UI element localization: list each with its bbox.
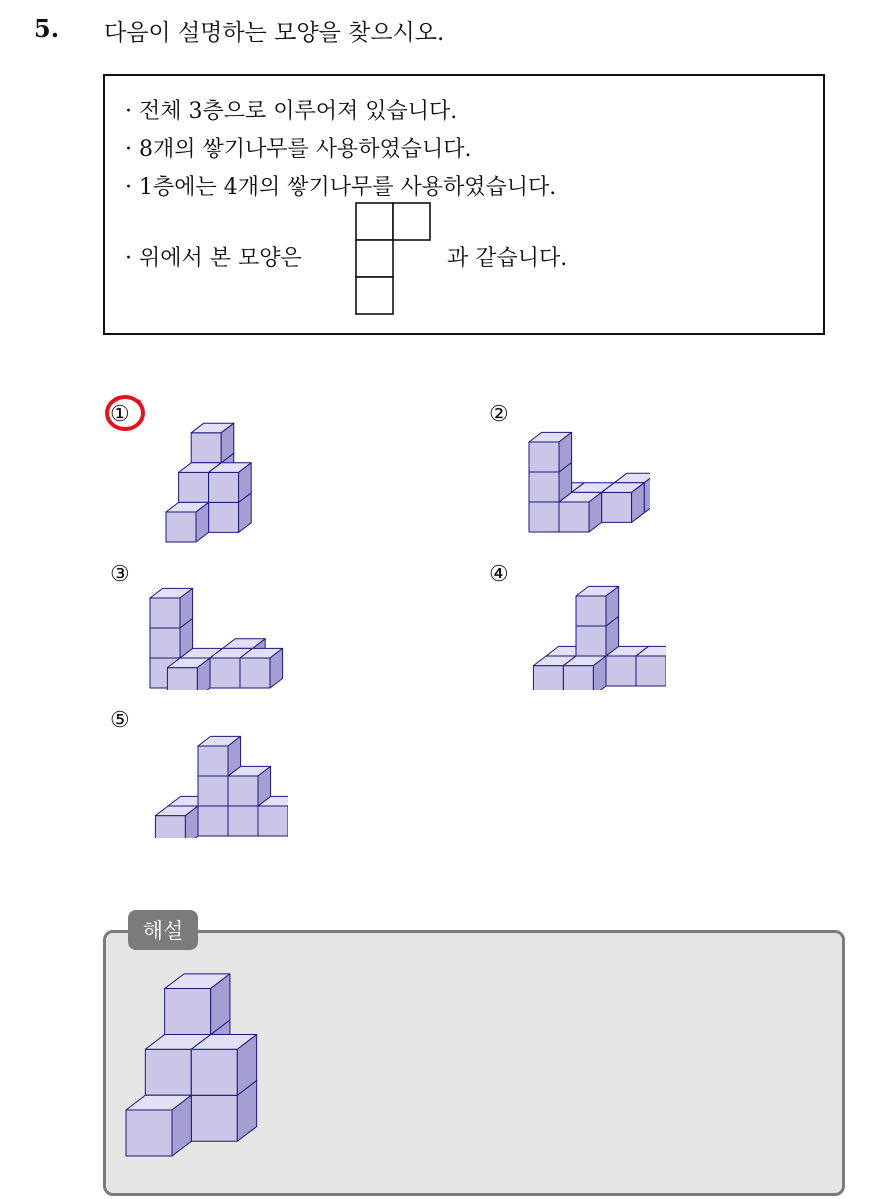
choice-3-label[interactable]: ③ (110, 562, 130, 587)
cube (165, 974, 230, 1035)
top-view-cell (356, 240, 393, 277)
choice-2-figure[interactable] (525, 420, 650, 535)
choice-3-figure[interactable] (148, 578, 288, 690)
cube (209, 463, 252, 503)
condition-1: · 전체 3층으로 이루어져 있습니다. (125, 99, 458, 124)
choice-1-figure[interactable] (160, 420, 270, 545)
condition-2: · 8개의 쌓기나무를 사용하였습니다. (125, 137, 472, 162)
solution-tag: 해설 (128, 910, 198, 950)
cube (529, 432, 572, 472)
top-view-cell (356, 203, 393, 240)
top-view-cell (393, 203, 430, 240)
choice-5-figure[interactable] (148, 726, 288, 838)
condition-3: · 1층에는 4개의 쌓기나무를 사용하였습니다. (125, 175, 557, 200)
cube (228, 766, 271, 806)
condition-4-end: 과 같습니다. (447, 246, 568, 271)
cube (167, 658, 210, 690)
cube (155, 806, 198, 838)
question-text: 다음이 설명하는 모양을 찾으시오. (104, 20, 445, 46)
choice-2-label[interactable]: ② (489, 402, 509, 427)
cube (576, 586, 619, 626)
choice-4-figure[interactable] (526, 578, 666, 690)
top-view-cell (356, 277, 393, 314)
cube (563, 656, 606, 690)
cube (191, 423, 234, 463)
cube (150, 588, 193, 628)
cube (240, 648, 283, 688)
cube (166, 502, 209, 542)
choice-5-label[interactable]: ⑤ (110, 708, 130, 733)
answer-circle-mark (103, 392, 149, 434)
cube (602, 483, 645, 523)
question-number: 5. (34, 14, 60, 43)
cube (126, 1095, 191, 1156)
cube (559, 492, 602, 532)
cube (636, 646, 666, 686)
solution-figure (120, 966, 290, 1161)
condition-4: · 위에서 본 모양은 (125, 246, 302, 271)
condition-box (103, 74, 825, 335)
choice-1-label[interactable]: ① (110, 402, 130, 427)
top-view-diagram (355, 202, 433, 316)
cube (198, 736, 241, 776)
cube (191, 1035, 256, 1096)
choice-4-label[interactable]: ④ (489, 562, 509, 587)
